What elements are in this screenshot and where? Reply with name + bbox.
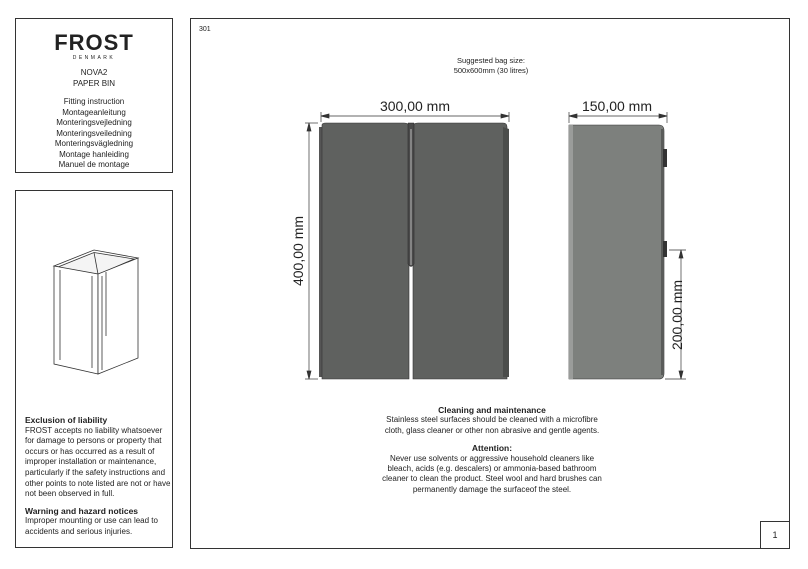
product-type: PAPER BIN <box>72 79 116 88</box>
drawing-sheet <box>190 18 790 549</box>
bag-size-value: 500x600mm (30 litres) <box>453 66 529 75</box>
product-info <box>16 67 172 89</box>
page-number: 1 <box>760 521 789 548</box>
depth-label: 150,00 mm <box>581 98 653 114</box>
side-view <box>569 125 667 379</box>
cleaning-text: Stainless steel surfaces should be cleaned with a microfibre cloth, glass cleaner or other non abrasive and gentle agents. <box>384 415 600 435</box>
logo-subtitle: DENMARK <box>72 55 116 61</box>
title-block <box>15 18 173 173</box>
language-list <box>16 97 172 171</box>
height-dimension <box>305 123 318 379</box>
bag-size-label: Suggested bag size: <box>457 56 525 65</box>
width-label: 300,00 mm <box>379 98 451 114</box>
warning-text: Improper mounting or use can lead to accidents and serious injuries. <box>25 516 158 536</box>
language-item: Manuel de montage <box>58 160 130 169</box>
mount-height-label: 200,00 mm <box>669 279 685 351</box>
language-item: Monteringsvejledning <box>56 118 132 127</box>
bin-perspective-illustration <box>46 236 146 386</box>
language-item: Monteringsvägledning <box>54 139 134 148</box>
attention-title: Attention: <box>471 443 513 454</box>
attention-text: Never use solvents or aggressive household cleaners like bleach, acids (e.g. descalers) or ammonia-based bathroom cleaner to clean the product. Steel wool and hard brushes can permanently damage the surfaceof the steel. <box>382 453 602 494</box>
height-label: 400,00 mm <box>290 215 306 287</box>
warning-title: Warning and hazard notices <box>25 505 139 516</box>
frost-logo: FROST <box>54 30 134 55</box>
language-item: Montageanleitung <box>62 107 126 117</box>
front-view <box>319 123 509 379</box>
page-code: 301 <box>199 26 211 33</box>
liability-panel <box>15 190 173 548</box>
language-item: Fitting instruction <box>63 97 125 106</box>
product-name: NOVA2 <box>80 68 108 77</box>
liability-title: Exclusion of liability <box>25 415 108 425</box>
language-item: Monteringsveiledning <box>56 128 132 138</box>
liability-text: FROST accepts no liability whatsoever for damage to persons or property that occurs or has occurred as a result of improper installation or maintenance, particularly if the safety instructions and other points to note listed are not or have not been observed in full. <box>25 425 171 499</box>
cleaning-title: Cleaning and maintenance <box>438 405 546 415</box>
language-item: Montage hanleiding <box>59 149 129 159</box>
cleaning-instructions <box>379 405 605 495</box>
liability-text-block <box>25 415 171 538</box>
